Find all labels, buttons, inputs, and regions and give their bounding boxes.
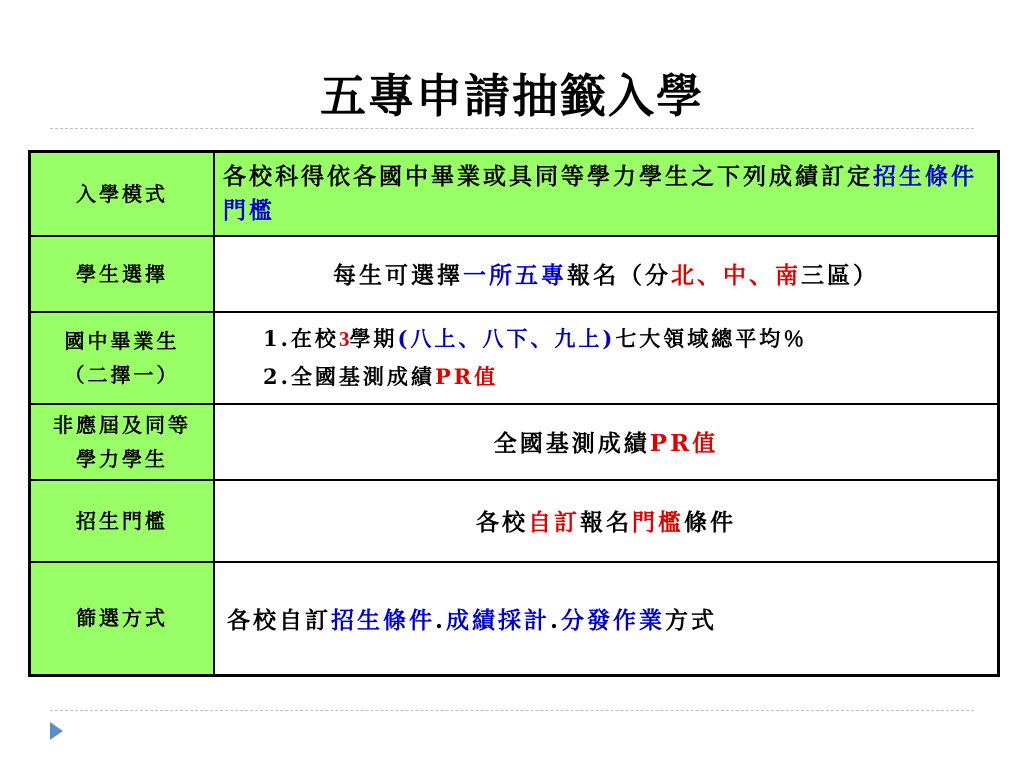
highlight-text: 一所五專: [463, 262, 567, 289]
highlight-text: PR值: [649, 430, 719, 457]
row-content-non-graduates: [214, 404, 999, 480]
row-label-graduates: [30, 312, 215, 404]
row-content-threshold: [214, 480, 999, 562]
row-label-threshold: 招生門檻: [30, 480, 215, 562]
row-content-screening: [214, 562, 999, 676]
bottom-divider: [50, 710, 974, 711]
text-segment: 1.在校: [263, 325, 339, 351]
highlight-text: 北、中、南: [671, 262, 801, 289]
text-segment: 各校: [476, 509, 528, 536]
list-item: [263, 358, 997, 396]
highlight-text: 成績採計: [446, 606, 551, 634]
table-row: [30, 562, 999, 676]
row-label-admission-mode: 入學模式: [30, 152, 215, 236]
text-segment: 七大領域總平均％: [615, 325, 808, 351]
row-label-screening: 篩選方式: [30, 562, 215, 676]
text-segment: 各校科得依各國中畢業或具同等學力學生之下列成績訂定: [223, 162, 873, 190]
table-row: [30, 404, 999, 480]
text-segment: 2.全國基測成績: [263, 363, 435, 389]
text-segment: 報名: [580, 509, 632, 536]
play-triangle-icon: [50, 722, 63, 740]
highlight-text: 自訂: [528, 509, 580, 536]
text-segment: 全國基測成績: [493, 430, 650, 457]
label-line: 國中畢業生: [64, 328, 180, 353]
page-title: 五專申請抽籤入學: [320, 69, 704, 123]
text-segment: .: [435, 606, 447, 634]
highlight-text: 招生條件門檻: [223, 162, 977, 224]
text-segment: 學期: [349, 325, 398, 351]
highlight-text: 3: [338, 326, 350, 351]
admission-table: [28, 150, 1000, 677]
row-content-student-choice: [214, 236, 999, 312]
text-segment: .: [550, 606, 562, 634]
highlight-text: (八上、八下、九上): [397, 325, 616, 351]
highlight-text: 分發作業: [561, 606, 666, 634]
highlight-text: 門檻: [632, 509, 684, 536]
text-segment: 條件: [684, 509, 736, 536]
highlight-text: 招生條件: [331, 606, 435, 634]
row-content-graduates: [214, 312, 999, 404]
row-label-non-graduates: [30, 404, 215, 480]
top-divider: [50, 128, 974, 129]
text-segment: 三區）: [801, 262, 879, 289]
text-segment: 每生可選擇: [333, 262, 463, 289]
highlight-text: PR值: [434, 363, 499, 389]
label-line: 學力學生: [76, 446, 168, 471]
table-row: [30, 312, 999, 404]
label-line: 非應屆及同等: [53, 412, 191, 437]
label-line: （二擇一）: [64, 362, 180, 387]
table-row: [30, 236, 999, 312]
text-segment: 各校自訂: [227, 606, 331, 634]
row-content-admission-mode: [214, 152, 999, 236]
text-segment: 方式: [665, 606, 718, 634]
text-segment: 報名（分: [567, 262, 671, 289]
table-row: [30, 480, 999, 562]
row-label-student-choice: 學生選擇: [30, 236, 215, 312]
list-item: [263, 320, 997, 358]
table-row: [30, 152, 999, 236]
